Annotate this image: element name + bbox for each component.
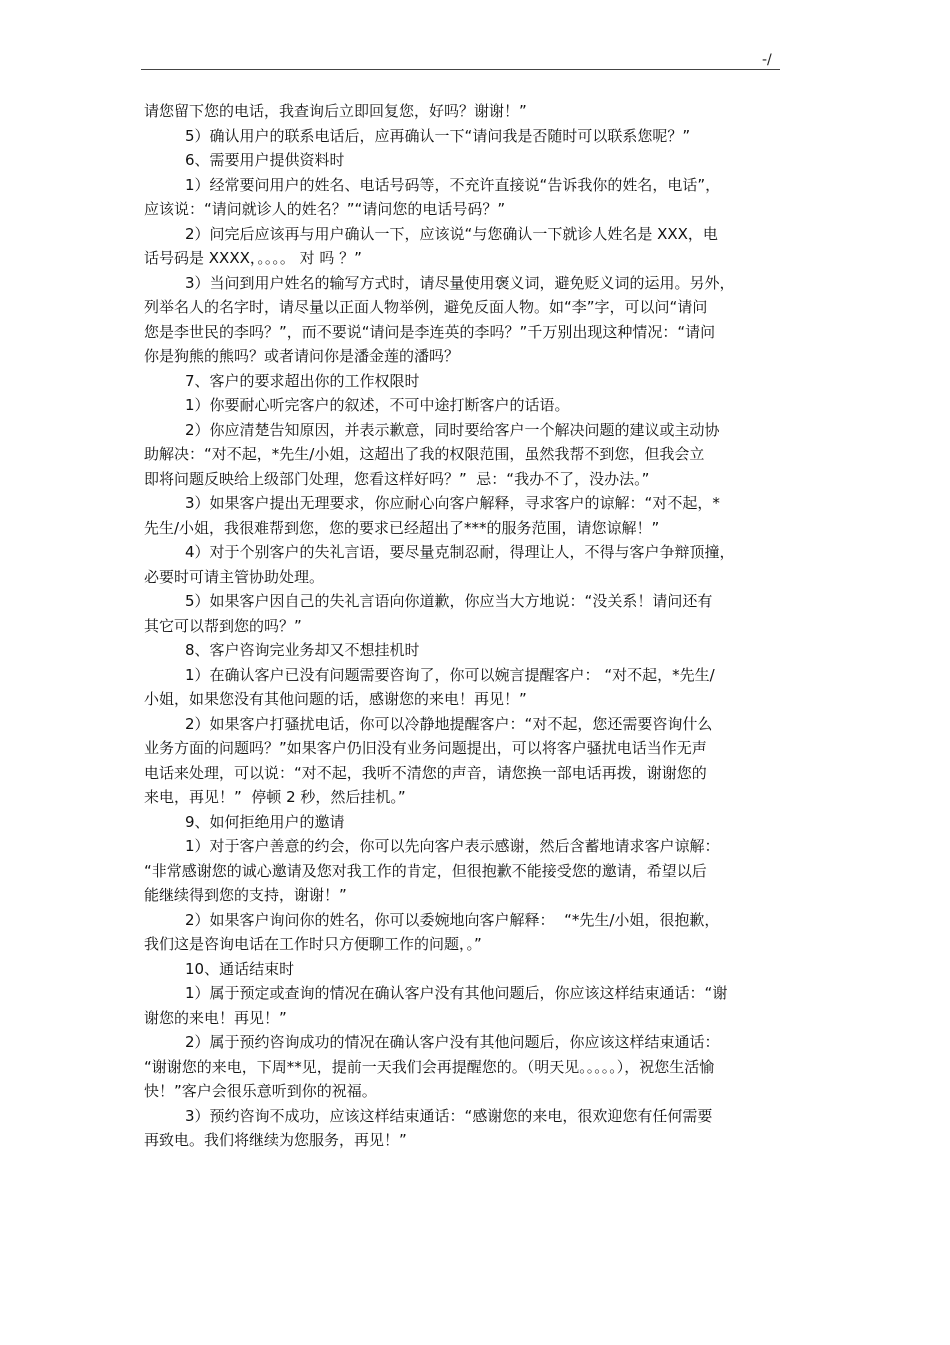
- text-line: 8、客户咨询完业务却又不想挂机时: [185, 641, 420, 659]
- text-line: 1）属于预定或查询的情况在确认客户没有其他问题后，你应该这样结束通话：“谢: [185, 984, 728, 1002]
- text-line: 先生/小姐，我很难帮到您，您的要求已经超出了***的服务范围，请您谅解！”: [144, 518, 660, 537]
- text-line: 2）如果客户打骚扰电话，你可以冷静地提醒客户：“对不起，您还需要咨询什么: [185, 714, 713, 733]
- header-rule: [141, 69, 780, 70]
- text-line: 2）问完后应该再与用户确认一下，应该说“与您确认一下就诊人姓名是 XXX，电: [185, 224, 718, 243]
- text-line: 1）你要耐心听完客户的叙述，不可中途打断客户的话语。: [185, 396, 570, 414]
- text-line: 应该说：“请问就诊人的姓名？”“请问您的电话号码？”: [144, 200, 506, 218]
- text-line: 3）如果客户提出无理要求，你应耐心向客户解释，寻求客户的谅解：“对不起，*: [185, 494, 720, 512]
- text-line: 再致电。我们将继续为您服务，再见！”: [144, 1131, 407, 1149]
- text-line: 来电，再见！” 停顿 2 秒，然后挂机。”: [144, 788, 406, 806]
- text-line: 话号码是 XXXX，。。。。 对 吗 ？”: [144, 249, 362, 267]
- text-line: 谢您的来电！再见！”: [144, 1008, 287, 1027]
- text-line: 2）属于预约咨询成功的情况在确认客户没有其他问题后，你应该这样结束通话：: [185, 1033, 720, 1051]
- text-line: 1）对于客户善意的约会，你可以先向客户表示感谢，然后含蓄地请求客户谅解：: [185, 837, 720, 855]
- text-line: 你是狗熊的熊吗？或者请问你是潘金莲的潘吗？: [144, 347, 460, 365]
- text-line: 3）当问到用户姓名的输写方式时，请尽量使用褒义词，避免贬义词的运用。另外，: [185, 273, 735, 292]
- text-line: 2）如果客户询问你的姓名，你可以委婉地向客户解释： “*先生/小姐，很抱歉，: [185, 910, 720, 929]
- text-line: 1）在确认客户已没有问题需要咨询了，你可以婉言提醒客户： “对不起，*先生/: [185, 665, 715, 684]
- text-line: 1）经常要问用户的姓名、电话号码等，不充许直接说“告诉我你的姓名，电话”，: [185, 175, 721, 194]
- text-line: 2）你应清楚告知原因，并表示歉意，同时要给客户一个解决问题的建议或主动协: [185, 420, 720, 439]
- text-line: 我们这是咨询电话在工作时只方便聊工作的问题，。”: [144, 935, 482, 953]
- text-line: 10、通话结束时: [185, 959, 295, 978]
- text-line: 3）预约咨询不成功，应该这样结束通话：“感谢您的来电，很欢迎您有任何需要: [185, 1106, 713, 1125]
- text-line: 9、如何拒绝用户的邀请: [185, 812, 345, 831]
- text-line: 小姐，如果您没有其他问题的话，感谢您的来电！再见！”: [144, 690, 527, 708]
- text-line: 您是李世民的李吗？”，而不要说“请问是李连英的李吗？”千万别出现这种情况：“请问: [144, 322, 716, 341]
- text-line: 即将问题反映给上级部门处理，您看这样好吗？” 忌：“我办不了，没办法。”: [144, 469, 650, 488]
- text-line: 请您留下您的电话，我查询后立即回复您，好吗？谢谢！”: [144, 102, 527, 120]
- text-line: 助解决：“对不起，*先生/小姐，这超出了我的权限范围，虽然我帮不到您，但我会立: [144, 445, 705, 463]
- text-line: 列举名人的名字时，请尽量以正面人物举例，避免反面人物。如“李”字，可以问“请问: [144, 298, 708, 316]
- text-line: 必要时可请主管协助处理。: [144, 567, 325, 586]
- text-line: 4）对于个别客户的失礼言语，要尽量克制忍耐，得理让人，不得与客户争辩顶撞，: [185, 543, 735, 561]
- text-line: 其它可以帮到您的吗？”: [144, 616, 302, 635]
- document-body: [144, 99, 804, 1153]
- text-line: 电话来处理，可以说：“对不起，我听不清您的声音，请您换一部电话再拨，谢谢您的: [144, 763, 707, 782]
- text-line: 7、客户的要求超出你的工作权限时: [185, 371, 420, 390]
- header-mark: -/: [762, 52, 772, 68]
- text-line: 6、需要用户提供资料时: [185, 151, 345, 169]
- text-line: 快！”客户会很乐意听到你的祝福。: [144, 1082, 377, 1100]
- text-line: “非常感谢您的诚心邀请及您对我工作的肯定，但很抱歉不能接受您的邀请，希望以后: [144, 861, 707, 880]
- text-line: 能继续得到您的支持，谢谢！”: [144, 886, 347, 904]
- text-line: 5）确认用户的联系电话后，应再确认一下“请问我是否随时可以联系您呢？”: [185, 126, 691, 145]
- text-line: “谢谢您的来电，下周**见，提前一天我们会再提醒您的。（明天见。。。。。），祝您生活愉: [144, 1057, 715, 1076]
- text-line: 业务方面的问题吗？”如果客户仍旧没有业务问题提出，可以将客户骚扰电话当作无声: [144, 739, 707, 757]
- text-line: 5）如果客户因自己的失礼言语向你道歉，你应当大方地说：“没关系！请问还有: [185, 592, 713, 610]
